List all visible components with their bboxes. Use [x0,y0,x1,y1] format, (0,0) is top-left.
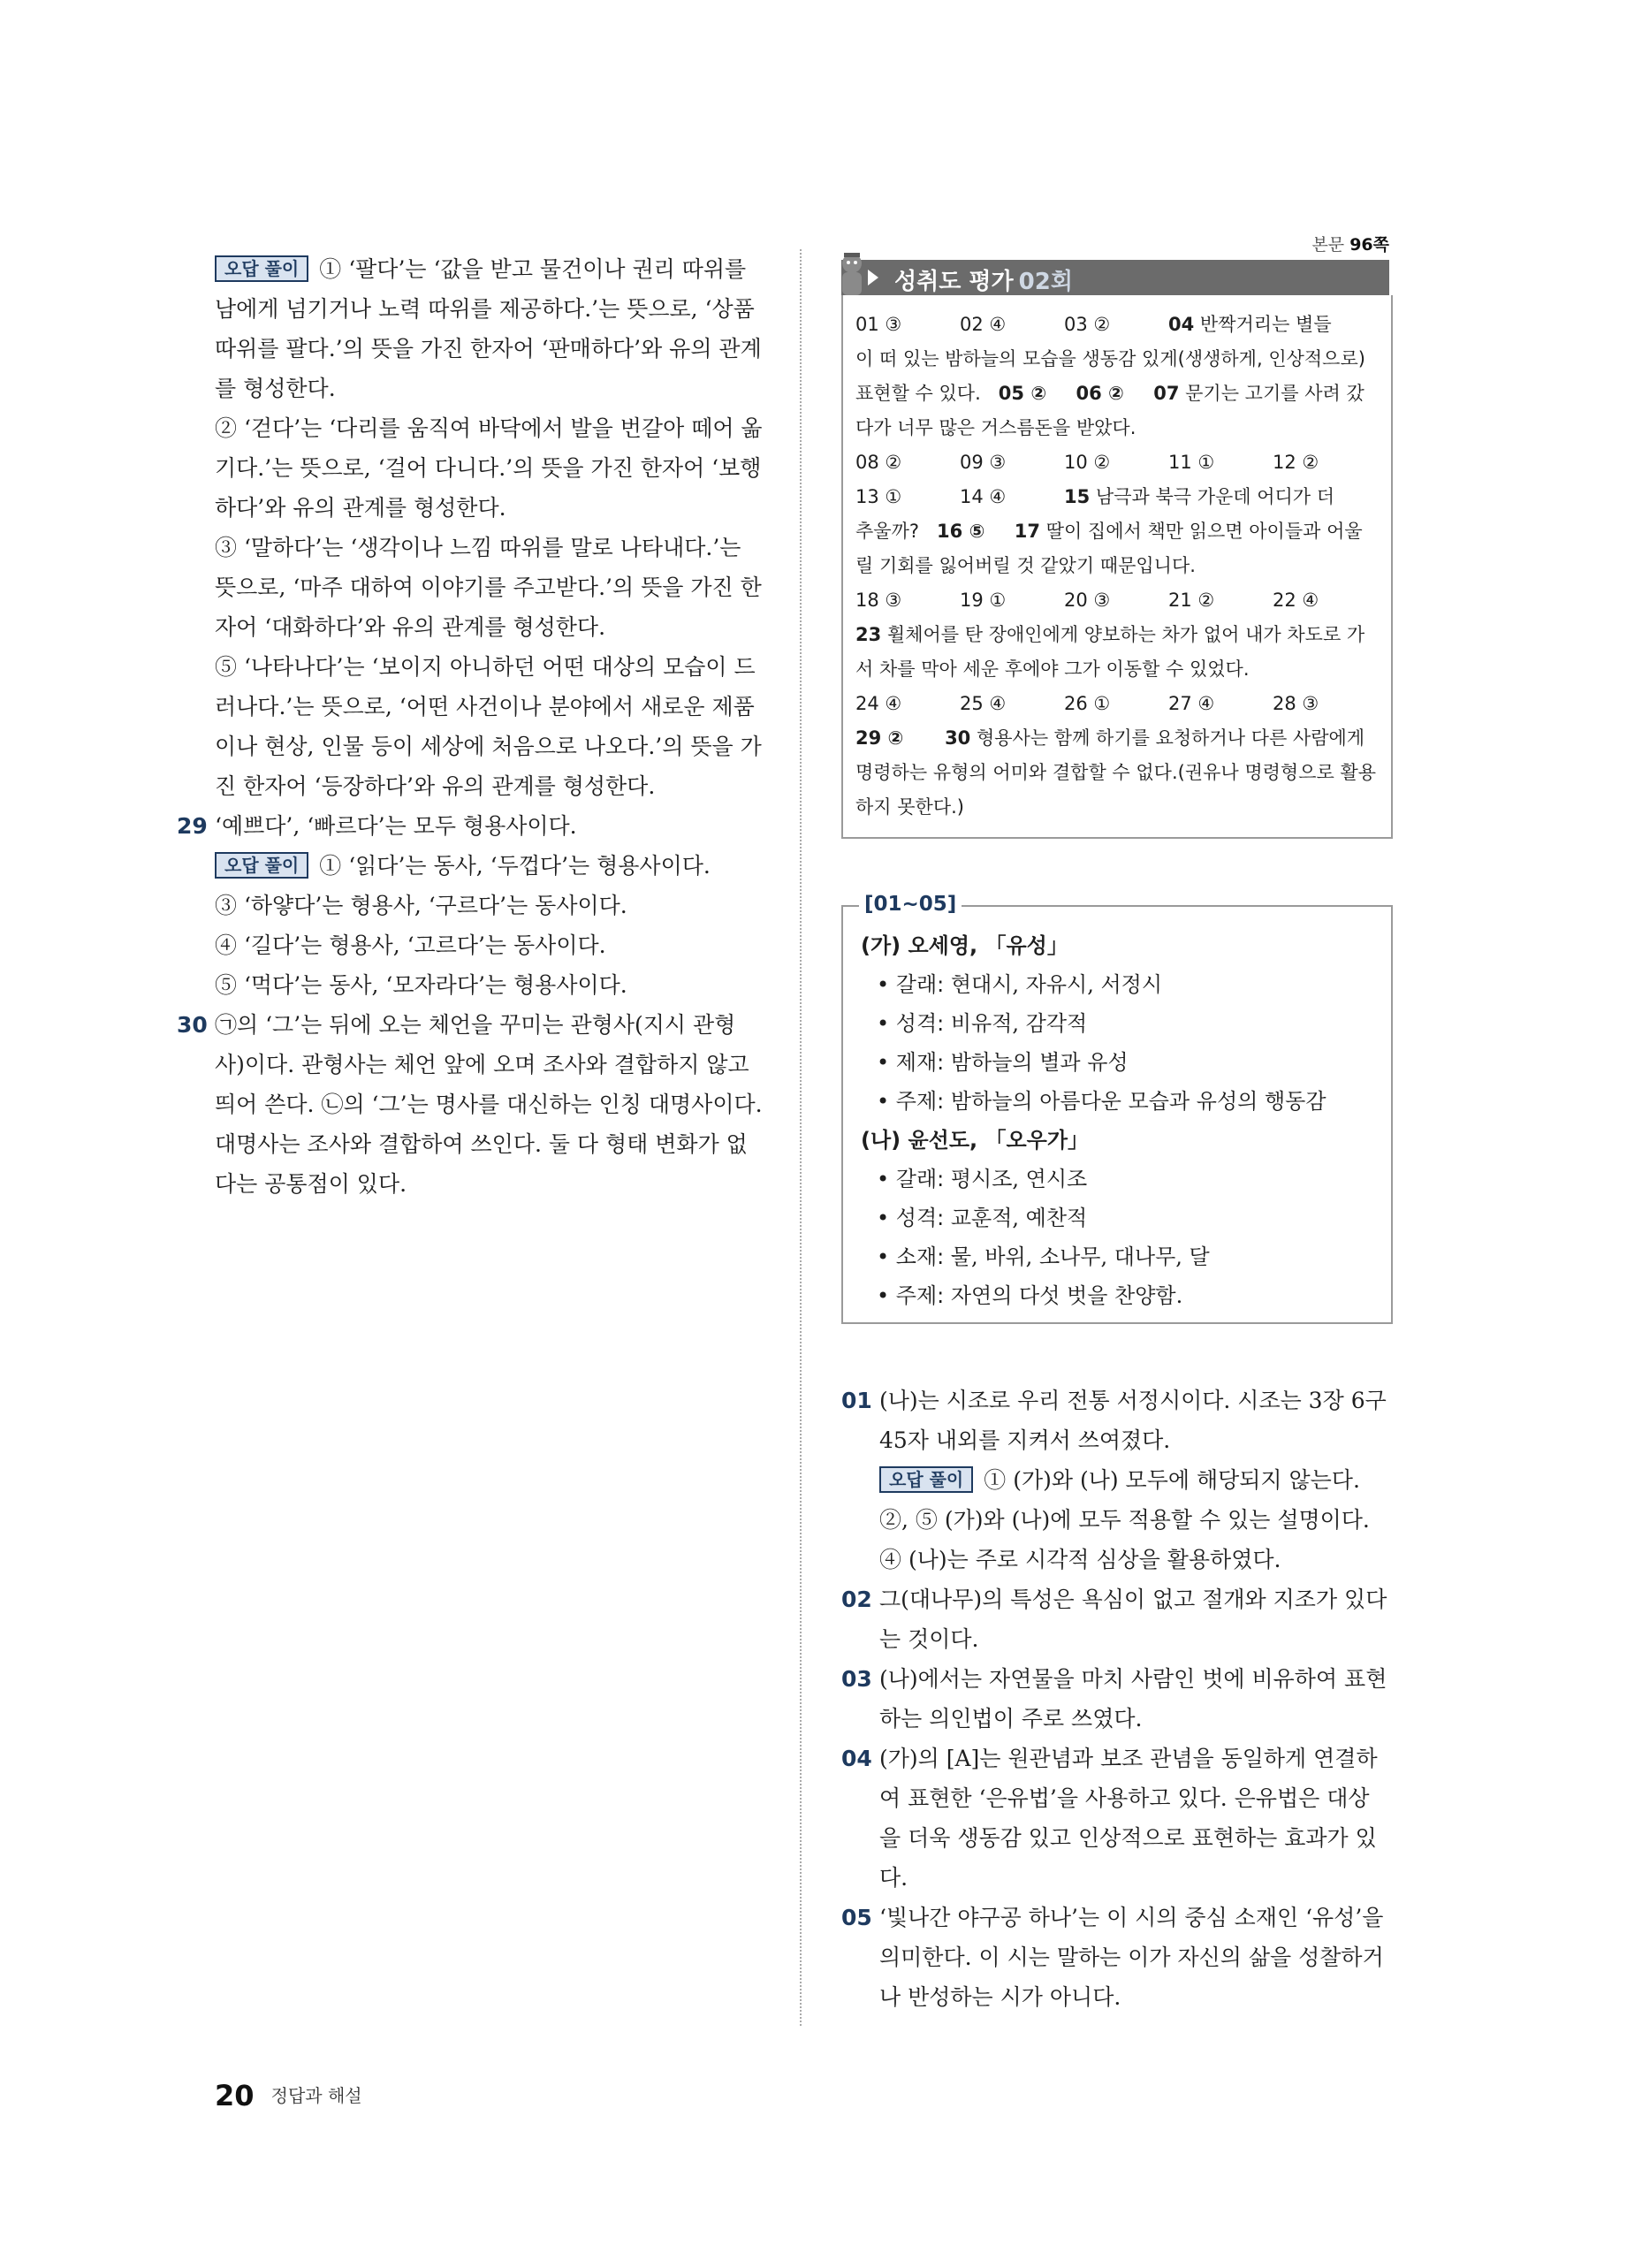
question-number: 29 [177,813,208,839]
q30-explanation: 30 ㉠의 ‘그’는 뒤에 오는 체언을 꾸미는 관형사(지시 관형사)이다. 관형사는 체언 앞에 오며 조사와 결합하지 않고 띄어 쓴다. ㉡의 ‘그’는 명사를 대신하는 인칭 대명사이다. 대명사는 조사와 결합하여 쓰인다. 둘 다 형태 변화가 없다는 공통점이 있다. [177,1005,763,1204]
question-number: 04 [841,1746,872,1771]
q02-explanation: 02 그(대나무)의 특성은 욕심이 없고 절개와 지조가 있다는 것이다. [841,1579,1389,1659]
q28-wrong-explanation-1: 오답 풀이 ① ‘팔다’는 ‘값을 받고 물건이나 권리 따위를 남에게 넘기거나 노력 따위를 제공하다.’는 뜻으로, ‘상품 따위를 팔다.’의 뜻을 가진 한자어 ‘판매하다’와 유의 관계를 형성한다. [215,256,762,401]
q29-wrong-line-3: ④ ‘길다’는 형용사, ‘고르다’는 동사이다. [215,932,606,958]
answer-15-17-text: 추울까? 16 ⑤ 17 딸이 집에서 책만 읽으면 아이들과 어울릴 기회를 잃어버릴 것 같았기 때문입니다. [855,521,1363,576]
answer-row: 13 ① 14 ④ 15 남극과 북극 가운데 어디가 더 [855,486,1335,507]
work-ga-subject: • 제재: 밤하늘의 별과 유성 [877,1050,1129,1075]
answer-row: 24 ④ 25 ④ 26 ① 27 ④ 28 ③ [855,693,1319,714]
answer-04-text: 이 떠 있는 밤하늘의 모습을 생동감 있게(생생하게, 인상적으로) 표현할 수 있다. 05 ② 06 ② 07 문기는 고기를 사려 갔다가 너무 많은 거스름돈을 받았다. [855,348,1365,438]
question-number: 30 [177,1012,208,1038]
question-number: 05 [841,1905,872,1930]
question-number: 01 [841,1388,872,1413]
work-na-character: • 성격: 교훈적, 예찬적 [877,1206,1088,1230]
answer-29-30-text: 29 ② 30 형용사는 함께 하기를 요청하거나 다른 사람에게 명령하는 유형의 어미와 결합할 수 없다.(권유나 명령형으로 활용하지 못한다.) [855,727,1377,818]
q01-explanation: 01 (나)는 시조로 우리 전통 서정시이다. 시조는 3장 6구 45자 내외를 지켜서 쓰여졌다. [841,1381,1389,1460]
work-ga-character: • 성격: 비유적, 감각적 [877,1011,1088,1036]
work-na-genre: • 갈래: 평시조, 연시조 [877,1167,1088,1191]
q29-wrong-line-1: 오답 풀이 ① ‘읽다’는 동사, ‘두껍다’는 형용사이다. [215,846,763,886]
q04-explanation: 04 (가)의 [A]는 원관념과 보조 관념을 동일하게 연결하여 표현한 ‘은유법’을 사용하고 있다. 은유법은 대상을 더욱 생동감 있고 인상적으로 표현하는 효과가 있다. [841,1739,1389,1898]
work-na-material: • 소재: 물, 바위, 소나무, 대나무, 달 [877,1244,1210,1269]
wrong-answer-tag: 오답 풀이 [879,1466,973,1493]
q01-wrong-line-2: ②, ⑤ (가)와 (나)에 모두 적용할 수 있는 설명이다. [879,1507,1370,1533]
work-range-label: [01~05] [859,893,962,916]
achievement-banner [841,260,1389,295]
work-na-title: (나) 윤선도, 「오우가」 [861,1128,1090,1153]
q29-explanation: 29 ‘예쁘다’, ‘빠르다’는 모두 형용사이다. [177,806,763,846]
page-footer [215,2079,362,2112]
q03-explanation: 03 (나)에서는 자연물을 마치 사람인 벗에 비유하여 표현하는 의인법이 주로 쓰였다. [841,1659,1389,1739]
q28-wrong-explanation-5: ⑤ ‘나타나다’는 ‘보이지 아니하던 어떤 대상의 모습이 드러나다.’는 뜻으로, ‘어떤 사건이나 분야에서 새로운 제품이나 현상, 인물 등이 세상에 처음으로 나오다.’의 뜻을 가진 한자어 ‘등장하다’와 유의 관계를 형성한다. [215,654,762,799]
q01-wrong-line-1: 오답 풀이 ① (가)와 (나) 모두에 해당되지 않는다. [841,1460,1389,1500]
answer-row: 08 ② 09 ③ 10 ② 11 ① 12 ② [855,452,1319,473]
page-number: 20 [215,2079,255,2112]
question-number: 02 [841,1587,872,1612]
answer-key-box [841,295,1393,839]
work-info-box [841,893,1393,1324]
q29-wrong-line-2: ③ ‘하얗다’는 형용사, ‘구르다’는 동사이다. [215,893,627,918]
work-ga-title: (가) 오세영, 「유성」 [861,933,1068,958]
footer-title: 정답과 해설 [270,2085,362,2106]
q29-wrong-line-4: ⑤ ‘먹다’는 동사, ‘모자라다’는 형용사이다. [215,972,627,998]
right-explanations [841,1381,1389,2017]
left-column [177,249,763,1204]
wrong-answer-tag: 오답 풀이 [215,852,308,879]
q28-wrong-explanation-2: ② ‘걷다’는 ‘다리를 움직여 바닥에서 발을 번갈아 떼어 옮기다.’는 뜻으로, ‘걸어 다니다.’의 뜻을 가진 한자어 ‘보행하다’와 유의 관계를 형성한다. [215,415,763,521]
question-number: 03 [841,1666,872,1692]
page-reference: 본문 96쪽 [1311,235,1389,255]
column-divider [800,249,802,2026]
answer-row: 01 ③ 02 ④ 03 ② 04 반짝거리는 별들 [855,314,1332,335]
q01-wrong-line-3: ④ (나)는 주로 시각적 심상을 활용하였다. [879,1547,1281,1572]
banner-title: 성취도 평가 02회 [894,269,1073,295]
work-ga-genre: • 갈래: 현대시, 자유시, 서정시 [877,972,1163,997]
answer-23-text: 23 휠체어를 탄 장애인에게 양보하는 차가 없어 내가 차도로 가서 차를 막아 세운 후에야 그가 이동할 수 있었다. [855,624,1365,680]
wrong-answer-tag: 오답 풀이 [215,255,308,282]
q05-explanation: 05 ‘빛나간 야구공 하나’는 이 시의 중심 소재인 ‘유성’을 의미한다. 이 시는 말하는 이가 자신의 삶을 성찰하거나 반성하는 시가 아니다. [841,1898,1389,2017]
work-ga-theme: • 주제: 밤하늘의 아름다운 모습과 유성의 행동감 [877,1089,1327,1114]
q28-wrong-explanation-3: ③ ‘말하다’는 ‘생각이나 느낌 따위를 말로 나타내다.’는 뜻으로, ‘마주 대하여 이야기를 주고받다.’의 뜻을 가진 한자어 ‘대화하다’와 유의 관계를 형성한다. [215,535,762,640]
answer-row: 18 ③ 19 ① 20 ③ 21 ② 22 ④ [855,590,1319,611]
work-na-theme: • 주제: 자연의 다섯 벗을 찬양함. [877,1283,1183,1308]
